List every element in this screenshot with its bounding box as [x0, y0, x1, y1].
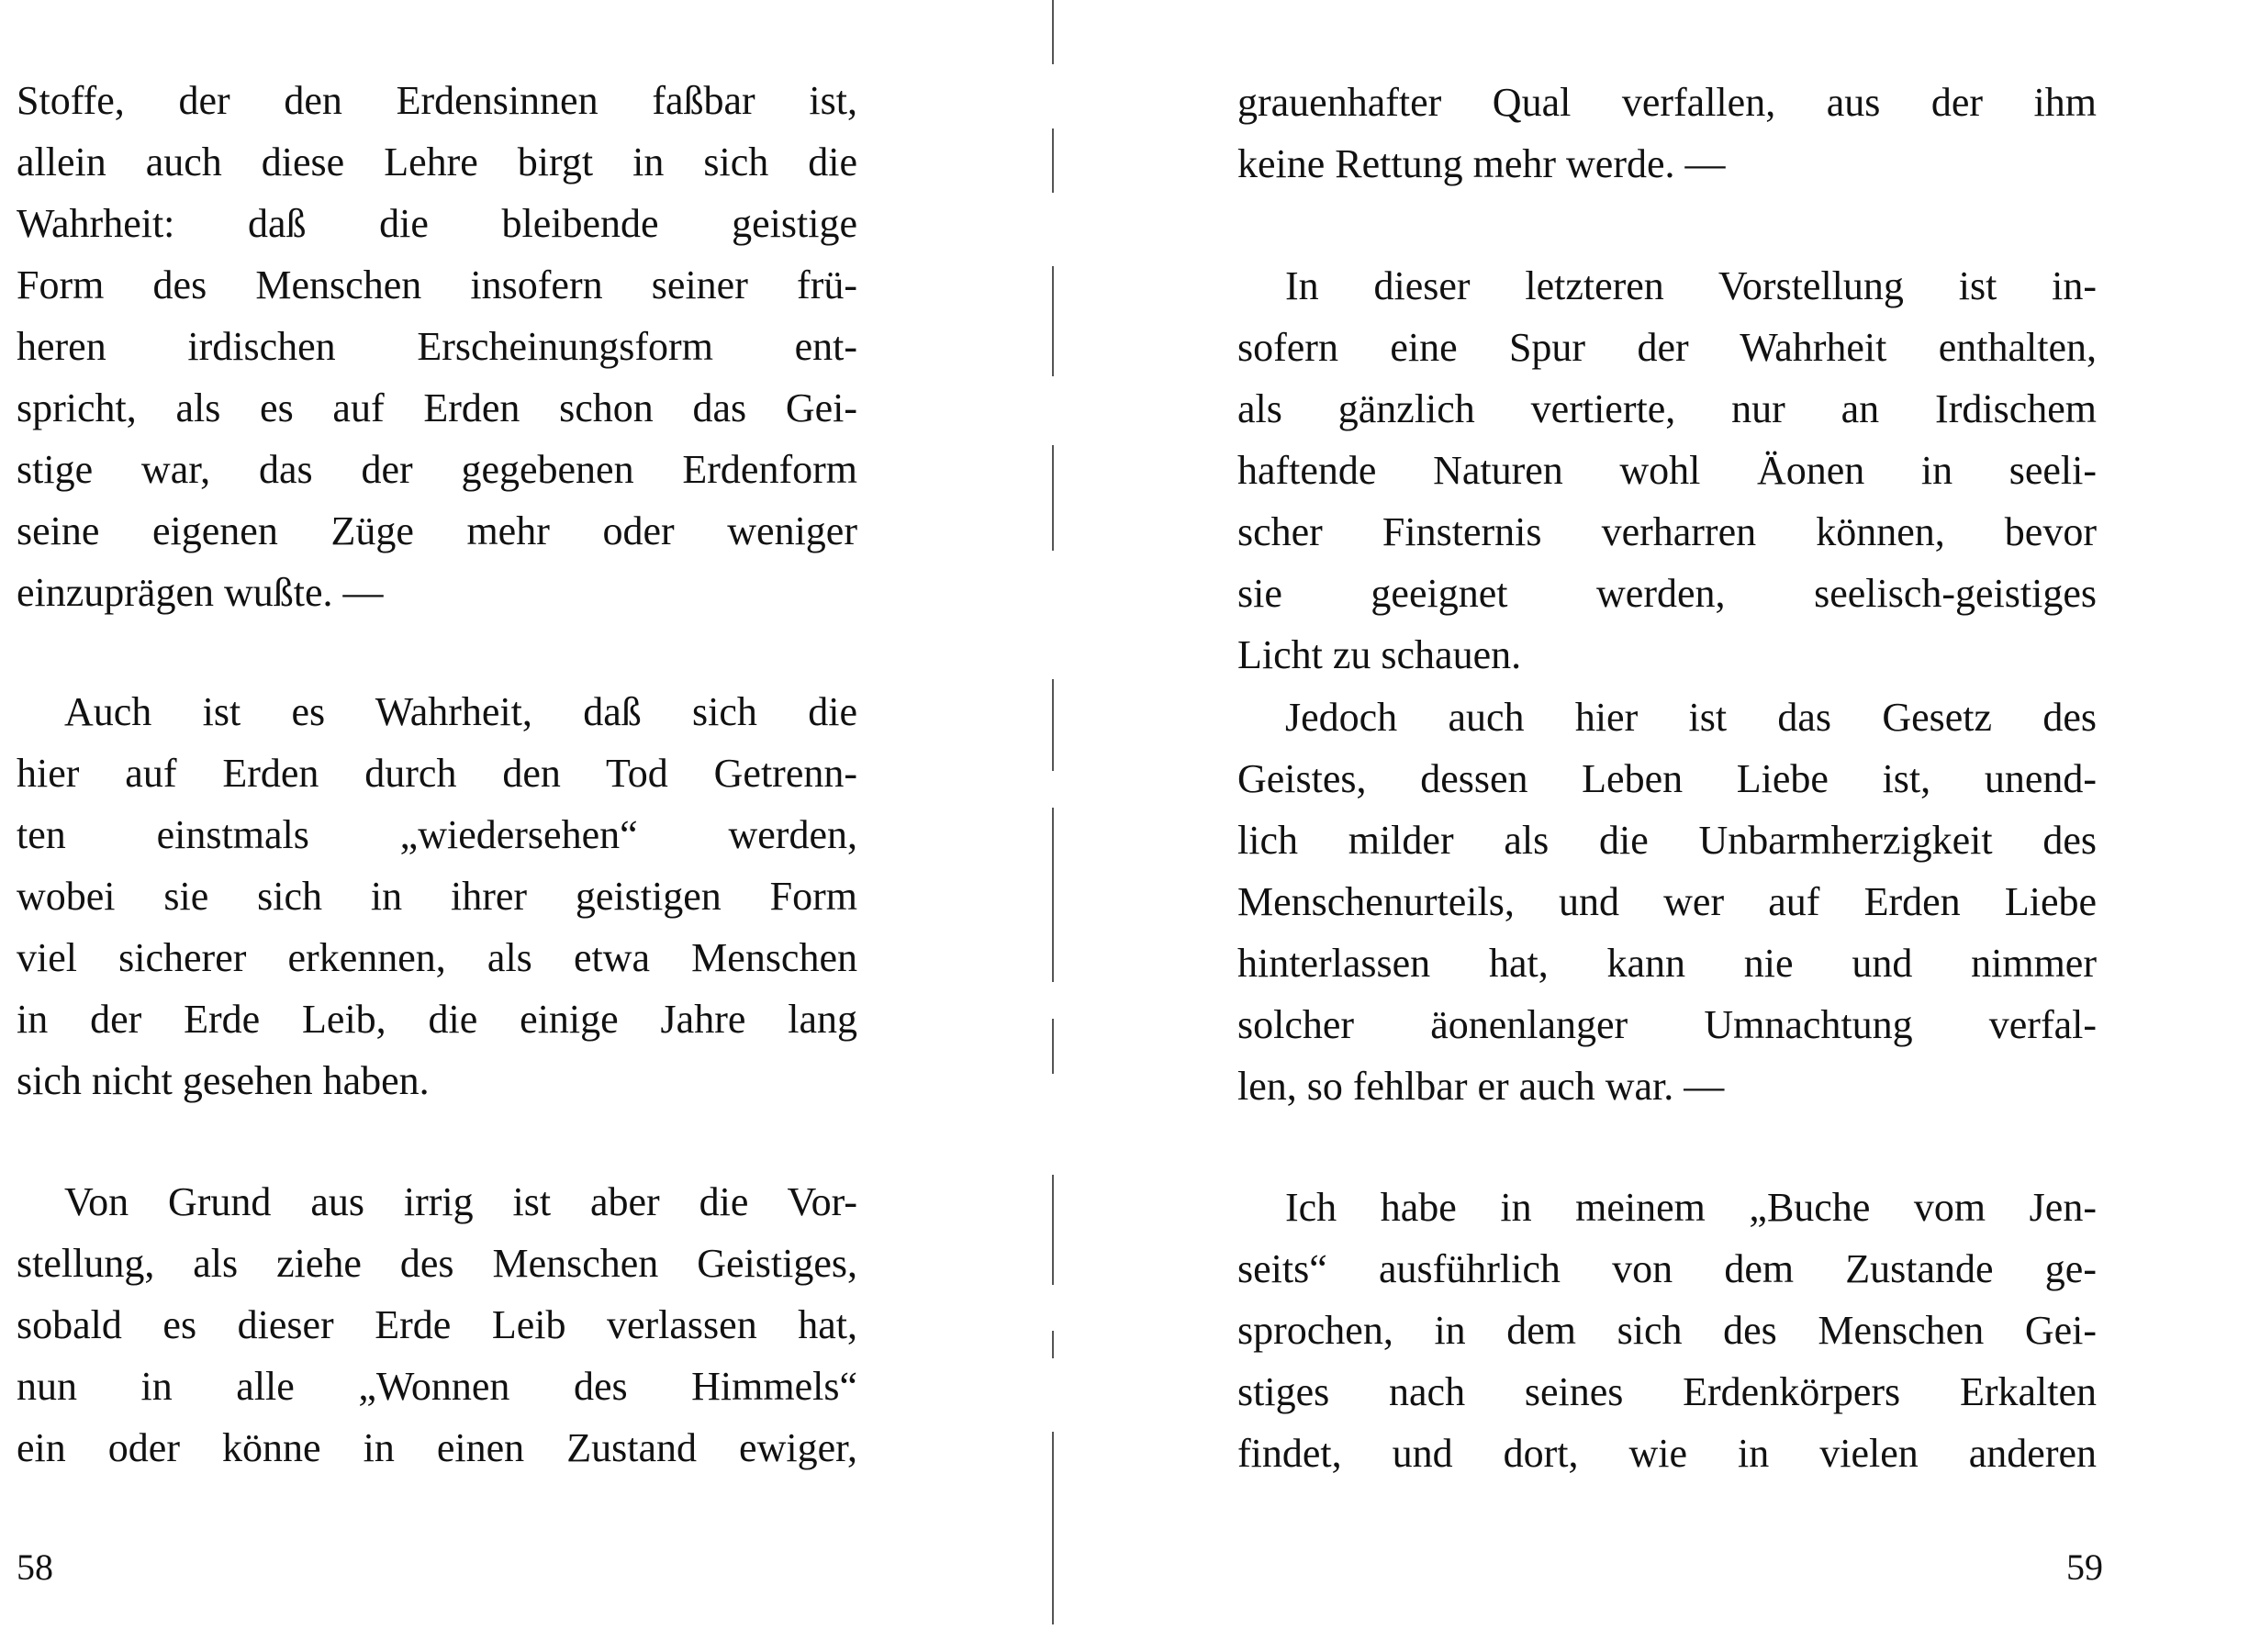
- text-line: Menschenurteils, und wer auf Erden Liebe: [1237, 879, 2097, 924]
- text-line: Auch ist es Wahrheit, daß sich die: [64, 689, 857, 734]
- text-line: sprochen, in dem sich des Menschen Gei-: [1237, 1308, 2097, 1353]
- text-line: seine eigenen Züge mehr oder weniger: [17, 508, 857, 553]
- text-line: allein auch diese Lehre birgt in sich die: [17, 140, 857, 184]
- text-line: findet, und dort, wie in vielen anderen: [1237, 1431, 2097, 1476]
- left-paragraph-2: [17, 681, 857, 1111]
- text-line: Ich habe in meinem „Buche vom Jen-: [1285, 1185, 2097, 1230]
- text-line: viel sicherer erkennen, als etwa Menschen: [17, 935, 857, 980]
- text-line: stiges nach seines Erdenkörpers Erkalten: [1237, 1369, 2097, 1414]
- text-line: grauenhafter Qual verfallen, aus der ihm: [1237, 80, 2097, 125]
- text-line: Stoffe, der den Erdensinnen faßbar ist,: [17, 78, 857, 123]
- right-paragraph-1: [1237, 72, 2097, 195]
- gutter-line: [1052, 0, 1055, 1652]
- text-line: nun in alle „Wonnen des Himmels“: [17, 1364, 857, 1409]
- text-line: spricht, als es auf Erden schon das Gei-: [17, 385, 857, 430]
- text-line: keine Rettung mehr werde. —: [1237, 141, 1726, 186]
- right-page: [1237, 0, 2103, 1652]
- text-line: hinterlassen hat, kann nie und nimmer: [1237, 941, 2097, 986]
- text-line: len, so fehlbar er auch war. —: [1237, 1064, 1725, 1109]
- left-paragraph-3: [17, 1171, 857, 1479]
- text-line: haftende Naturen wohl Äonen in seeli-: [1237, 448, 2097, 493]
- right-paragraph-4: [1237, 1177, 2097, 1484]
- text-line: Form des Menschen insofern seiner frü-: [17, 262, 857, 307]
- page-number: 58: [17, 1546, 53, 1588]
- text-line: stige war, das der gegebenen Erdenform: [17, 447, 857, 492]
- text-line: Licht zu schauen.: [1237, 632, 1522, 677]
- text-line: Geistes, dessen Leben Liebe ist, unend-: [1237, 756, 2097, 801]
- text-line: lich milder als die Unbarmherzigkeit des: [1237, 818, 2097, 863]
- text-line: In dieser letzteren Vorstellung ist in-: [1285, 263, 2097, 308]
- text-line: seits“ ausführlich von dem Zustande ge-: [1237, 1246, 2097, 1291]
- right-paragraph-3: [1237, 686, 2097, 1117]
- text-line: sich nicht gesehen haben.: [17, 1058, 430, 1103]
- text-line: solcher äonenlanger Umnachtung verfal-: [1237, 1002, 2097, 1047]
- text-line: scher Finsternis verharren können, bevor: [1237, 509, 2097, 554]
- left-paragraph-1: [17, 70, 857, 623]
- text-line: ten einstmals „wiedersehen“ werden,: [17, 812, 857, 857]
- text-line: sofern eine Spur der Wahrheit enthalten,: [1237, 325, 2097, 370]
- text-line: Wahrheit: daß die bleibende geistige: [17, 201, 857, 246]
- text-line: hier auf Erden durch den Tod Getrenn-: [17, 751, 857, 796]
- text-line: in der Erde Leib, die einige Jahre lang: [17, 997, 857, 1042]
- text-line: sie geeignet werden, seelisch-geistiges: [1237, 571, 2097, 616]
- text-line: heren irdischen Erscheinungsform ent-: [17, 324, 857, 369]
- text-line: sobald es dieser Erde Leib verlassen hat,: [17, 1302, 857, 1347]
- text-line: Von Grund aus irrig ist aber die Vor-: [64, 1179, 857, 1224]
- text-line: Jedoch auch hier ist das Gesetz des: [1285, 695, 2097, 740]
- text-line: wobei sie sich in ihrer geistigen Form: [17, 874, 857, 919]
- text-line: als gänzlich vertierte, nur an Irdischem: [1237, 386, 2097, 431]
- text-line: stellung, als ziehe des Menschen Geistiges,: [17, 1241, 857, 1286]
- text-line: einzuprägen wußte. —: [17, 570, 384, 615]
- text-line: ein oder könne in einen Zustand ewiger,: [17, 1425, 857, 1470]
- left-page: [17, 0, 857, 1652]
- right-paragraph-2: [1237, 255, 2097, 686]
- page-number: 59: [2066, 1546, 2103, 1588]
